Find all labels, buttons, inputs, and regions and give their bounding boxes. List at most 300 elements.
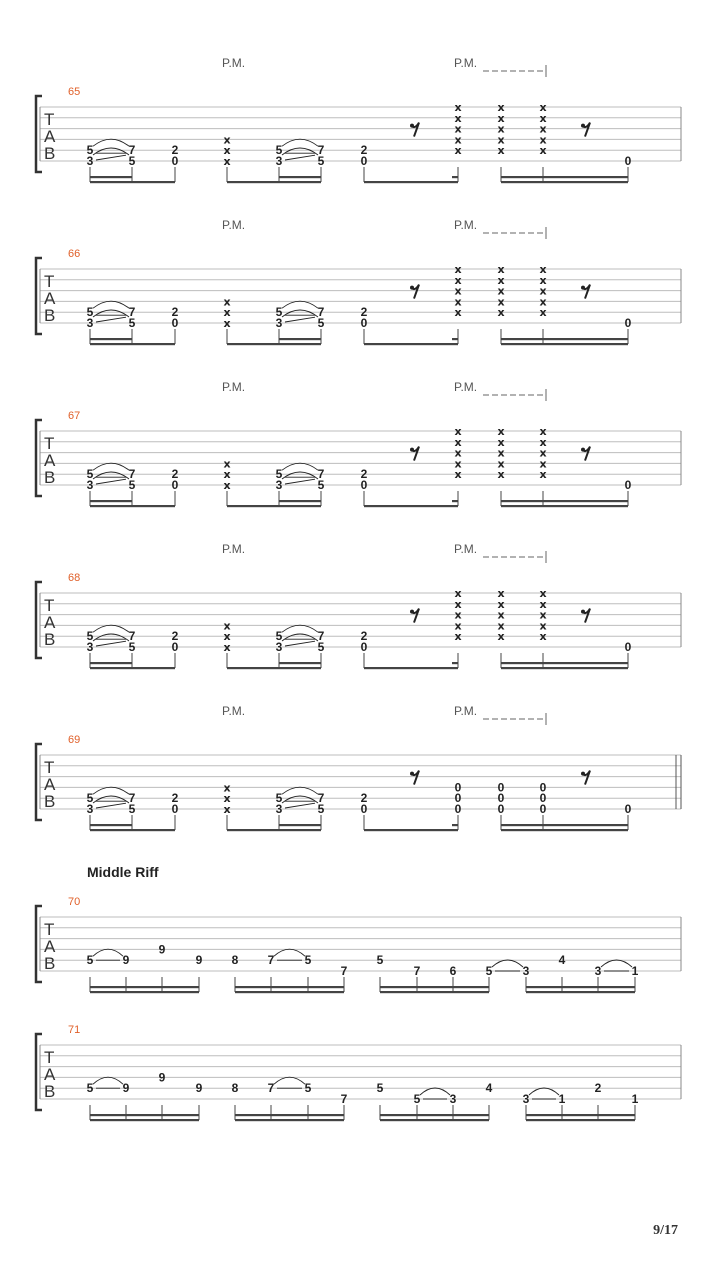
slide-line — [285, 641, 315, 646]
tie-arc — [93, 301, 129, 308]
fret-number: 5 — [317, 802, 325, 816]
fret-number: 7 — [413, 964, 421, 978]
fret-number: 5 — [86, 791, 94, 806]
rest-dot — [410, 286, 414, 290]
fret-number: 0 — [171, 316, 179, 330]
beam — [364, 667, 458, 669]
tie-arc — [274, 949, 305, 956]
tie-arc — [282, 310, 318, 317]
palm-mute-label: P.M. — [454, 542, 478, 556]
dead-note: x — [497, 122, 505, 136]
tab-system-67 — [36, 380, 681, 507]
dead-note: x — [454, 263, 462, 276]
tab-clef-letter: T — [44, 758, 55, 777]
dead-note: x — [539, 619, 547, 633]
dead-note: x — [223, 630, 231, 644]
dead-note: x — [223, 295, 231, 309]
fret-number: 5 — [376, 1081, 384, 1096]
fret-number: 3 — [275, 316, 283, 330]
tab-clef-letter: B — [44, 792, 56, 811]
dead-note: x — [539, 608, 547, 622]
beam — [364, 505, 458, 507]
measure-number: 65 — [68, 86, 81, 98]
fret-number: 7 — [267, 1081, 275, 1096]
dead-note: x — [223, 781, 231, 795]
fret-number: 5 — [275, 305, 283, 320]
fret-number: 5 — [86, 629, 94, 644]
dead-note: x — [539, 122, 547, 136]
fret-number: 2 — [360, 629, 368, 644]
beam — [90, 991, 199, 993]
fret-number: 7 — [317, 791, 325, 806]
beam — [452, 500, 458, 502]
tie-arc — [274, 1077, 305, 1084]
beam — [452, 338, 458, 340]
dead-note: x — [454, 295, 462, 309]
tab-clef-letter: B — [44, 144, 56, 163]
fret-number: 5 — [317, 154, 325, 168]
beam — [90, 662, 132, 664]
dead-note: x — [454, 630, 462, 644]
beam — [90, 1114, 199, 1116]
fret-number: 3 — [275, 640, 283, 654]
rest-dot — [581, 448, 585, 452]
beam — [279, 176, 321, 178]
slide-line — [285, 317, 315, 322]
beam — [526, 1119, 635, 1121]
tie-arc — [93, 463, 129, 470]
beam — [501, 343, 628, 345]
beam — [452, 824, 458, 826]
fret-number: 5 — [413, 1092, 421, 1106]
dead-note: x — [497, 273, 505, 287]
dead-note: x — [497, 587, 505, 600]
tie-arc — [93, 1077, 123, 1084]
tab-clef-letter: T — [44, 920, 55, 939]
tab-clef-letter: B — [44, 1082, 56, 1101]
fret-number: 5 — [317, 316, 325, 330]
section-title: Middle Riff — [87, 864, 159, 880]
beam — [90, 343, 175, 345]
tie-arc — [93, 796, 129, 803]
beam — [501, 662, 628, 664]
dead-note: x — [497, 608, 505, 622]
tie-arc — [282, 148, 318, 155]
fret-number: 7 — [128, 467, 136, 482]
rest-dot — [410, 448, 414, 452]
fret-number: 7 — [128, 791, 136, 806]
beam — [235, 991, 344, 993]
dead-note: x — [497, 619, 505, 633]
dead-note: x — [223, 306, 231, 320]
tab-system-71 — [36, 1024, 681, 1121]
fret-number: 0 — [454, 791, 462, 806]
fret-number: 4 — [485, 1081, 493, 1096]
fret-number: 2 — [360, 143, 368, 158]
rest-dot — [581, 124, 585, 128]
beam — [501, 338, 628, 340]
fret-number: 5 — [128, 154, 136, 168]
beam — [452, 176, 458, 178]
fret-number: 0 — [171, 154, 179, 168]
tie-arc — [282, 463, 318, 470]
dead-note: x — [454, 435, 462, 449]
fret-number: 3 — [86, 154, 94, 168]
dead-note: x — [454, 133, 462, 147]
beam — [90, 829, 175, 831]
palm-mute-label: P.M. — [454, 704, 478, 718]
dead-note: x — [223, 641, 231, 654]
dead-note: x — [223, 619, 231, 633]
fret-number: 9 — [195, 1081, 203, 1096]
fret-number: 3 — [522, 964, 530, 978]
fret-number: 5 — [304, 1081, 312, 1096]
beam — [452, 662, 458, 664]
fret-number: 3 — [449, 1092, 457, 1106]
slide-line — [96, 317, 126, 322]
tab-system-68 — [36, 542, 681, 669]
fret-number: 2 — [171, 143, 179, 158]
tab-clef-letter: A — [44, 775, 56, 794]
dead-note: x — [454, 608, 462, 622]
fret-number: 0 — [360, 154, 368, 168]
fret-number: 9 — [158, 942, 166, 957]
tab-clef-letter: B — [44, 468, 56, 487]
beam — [235, 986, 344, 988]
beam — [501, 829, 628, 831]
tab-system-66 — [36, 218, 681, 345]
tab-clef-letter: A — [44, 289, 56, 308]
palm-mute-label: P.M. — [222, 218, 246, 232]
dead-note: x — [539, 263, 547, 276]
beam — [526, 986, 635, 988]
fret-number: 2 — [171, 791, 179, 806]
fret-number: 0 — [171, 640, 179, 654]
tie-arc — [282, 787, 318, 794]
beam — [235, 1114, 344, 1116]
slide-line — [285, 803, 315, 808]
tab-clef-letter: T — [44, 110, 55, 129]
fret-number: 5 — [128, 640, 136, 654]
beam — [380, 1114, 489, 1116]
dead-note: x — [223, 803, 231, 816]
tab-system-69 — [36, 704, 681, 831]
dead-note: x — [497, 263, 505, 276]
beam — [501, 176, 628, 178]
fret-number: 0 — [454, 802, 462, 816]
beam — [227, 667, 321, 669]
fret-number: 0 — [624, 640, 632, 654]
fret-number: 7 — [340, 964, 348, 978]
dead-note: x — [454, 111, 462, 125]
dead-note: x — [497, 597, 505, 611]
fret-number: 7 — [317, 629, 325, 644]
dead-note: x — [539, 457, 547, 471]
palm-mute-label: P.M. — [222, 542, 246, 556]
beam — [90, 505, 175, 507]
fret-number: 7 — [317, 143, 325, 158]
dead-note: x — [223, 144, 231, 158]
dead-note: x — [497, 306, 505, 320]
tab-clef-letter: A — [44, 127, 56, 146]
beam — [235, 1119, 344, 1121]
tie-arc — [282, 634, 318, 641]
dead-note: x — [454, 101, 462, 114]
slide-line — [96, 155, 126, 160]
fret-number: 1 — [631, 964, 639, 978]
rest-dot — [410, 124, 414, 128]
dead-note: x — [497, 133, 505, 147]
dead-note: x — [539, 630, 547, 644]
tie-arc — [529, 1088, 559, 1095]
tie-arc — [93, 139, 129, 146]
beam — [501, 667, 628, 669]
fret-number: 9 — [195, 953, 203, 968]
dead-note: x — [223, 317, 231, 330]
dead-note: x — [497, 295, 505, 309]
dead-note: x — [539, 587, 547, 600]
beam — [90, 986, 199, 988]
dead-note: x — [454, 425, 462, 438]
dead-note: x — [454, 122, 462, 136]
palm-mute-label: P.M. — [222, 56, 246, 70]
dead-note: x — [497, 468, 505, 482]
fret-number: 7 — [317, 305, 325, 320]
dead-note: x — [454, 144, 462, 158]
dead-note: x — [454, 468, 462, 482]
dead-note: x — [497, 425, 505, 438]
dead-note: x — [454, 457, 462, 471]
dead-note: x — [454, 273, 462, 287]
dead-note: x — [539, 273, 547, 287]
dead-note: x — [454, 284, 462, 298]
fret-number: 0 — [360, 640, 368, 654]
beam — [90, 338, 132, 340]
dead-note: x — [454, 587, 462, 600]
beam — [380, 986, 489, 988]
dead-note: x — [539, 144, 547, 158]
fret-number: 2 — [360, 467, 368, 482]
dead-note: x — [223, 792, 231, 806]
beam — [90, 1119, 199, 1121]
fret-number: 3 — [522, 1092, 530, 1106]
fret-number: 0 — [454, 780, 462, 795]
dead-note: x — [539, 446, 547, 460]
rest-dot — [581, 772, 585, 776]
dead-note: x — [539, 101, 547, 114]
dead-note: x — [454, 597, 462, 611]
dead-note: x — [454, 306, 462, 320]
measure-number: 70 — [68, 896, 81, 908]
fret-number: 5 — [86, 305, 94, 320]
tie-arc — [282, 796, 318, 803]
fret-number: 7 — [340, 1092, 348, 1106]
fret-number: 0 — [360, 478, 368, 492]
fret-number: 0 — [539, 780, 547, 795]
palm-mute-label: P.M. — [222, 380, 246, 394]
fret-number: 0 — [171, 802, 179, 816]
dead-note: x — [223, 133, 231, 147]
fret-number: 5 — [86, 467, 94, 482]
fret-number: 0 — [360, 316, 368, 330]
fret-number: 0 — [497, 791, 505, 806]
palm-mute-label: P.M. — [454, 56, 478, 70]
fret-number: 3 — [86, 316, 94, 330]
dead-note: x — [223, 468, 231, 482]
fret-number: 7 — [128, 629, 136, 644]
fret-number: 3 — [86, 802, 94, 816]
fret-number: 0 — [624, 802, 632, 816]
rest-dot — [581, 610, 585, 614]
dead-note: x — [539, 306, 547, 320]
fret-number: 5 — [86, 953, 94, 968]
tie-arc — [93, 148, 129, 155]
tie-arc — [601, 960, 632, 967]
measure-number: 68 — [68, 572, 81, 584]
beam — [90, 176, 132, 178]
fret-number: 9 — [122, 1081, 130, 1096]
beam — [90, 181, 175, 183]
dead-note: x — [497, 630, 505, 644]
dead-note: x — [454, 446, 462, 460]
beam — [364, 343, 458, 345]
tie-arc — [93, 625, 129, 632]
measure-number: 71 — [68, 1024, 81, 1036]
slide-line — [96, 803, 126, 808]
beam — [526, 991, 635, 993]
beam — [526, 1114, 635, 1116]
tab-clef-letter: B — [44, 306, 56, 325]
fret-number: 5 — [128, 316, 136, 330]
beam — [364, 829, 458, 831]
tab-clef-letter: T — [44, 272, 55, 291]
palm-mute-label: P.M. — [454, 380, 478, 394]
fret-number: 8 — [231, 953, 239, 968]
beam — [501, 824, 628, 826]
fret-number: 5 — [86, 1081, 94, 1096]
tie-arc — [282, 139, 318, 146]
tie-arc — [282, 472, 318, 479]
fret-number: 1 — [558, 1092, 566, 1106]
fret-number: 2 — [360, 305, 368, 320]
tab-system-65 — [36, 56, 681, 183]
measure-number: 66 — [68, 248, 81, 260]
beam — [90, 500, 132, 502]
fret-number: 3 — [275, 478, 283, 492]
tab-clef-letter: T — [44, 1048, 55, 1067]
fret-number: 7 — [128, 143, 136, 158]
dead-note: x — [497, 446, 505, 460]
fret-number: 5 — [128, 478, 136, 492]
fret-number: 9 — [122, 953, 130, 968]
beam — [279, 824, 321, 826]
palm-mute-label: P.M. — [454, 218, 478, 232]
dead-note: x — [497, 435, 505, 449]
tab-clef-letter: T — [44, 434, 55, 453]
rest-dot — [410, 772, 414, 776]
tab-clef-letter: A — [44, 937, 56, 956]
fret-number: 8 — [231, 1081, 239, 1096]
fret-number: 3 — [86, 640, 94, 654]
palm-mute-label: P.M. — [222, 704, 246, 718]
dead-note: x — [454, 619, 462, 633]
fret-number: 5 — [304, 953, 312, 968]
tie-arc — [93, 634, 129, 641]
dead-note: x — [539, 111, 547, 125]
tie-arc — [420, 1088, 450, 1095]
dead-note: x — [497, 111, 505, 125]
tie-arc — [93, 472, 129, 479]
dead-note: x — [497, 144, 505, 158]
slide-line — [96, 641, 126, 646]
fret-number: 0 — [624, 316, 632, 330]
tie-arc — [492, 960, 523, 967]
beam — [279, 500, 321, 502]
fret-number: 5 — [275, 143, 283, 158]
measure-number: 69 — [68, 734, 81, 746]
fret-number: 0 — [624, 154, 632, 168]
fret-number: 3 — [275, 154, 283, 168]
tab-clef-letter: A — [44, 613, 56, 632]
fret-number: 1 — [631, 1092, 639, 1106]
dead-note: x — [539, 295, 547, 309]
fret-number: 5 — [275, 467, 283, 482]
tab-clef-letter: B — [44, 630, 56, 649]
fret-number: 5 — [317, 478, 325, 492]
fret-number: 0 — [360, 802, 368, 816]
rest-dot — [410, 610, 414, 614]
tie-arc — [282, 625, 318, 632]
fret-number: 2 — [171, 467, 179, 482]
fret-number: 0 — [624, 478, 632, 492]
dead-note: x — [223, 457, 231, 471]
dead-note: x — [223, 155, 231, 168]
fret-number: 3 — [594, 964, 602, 978]
fret-number: 0 — [497, 780, 505, 795]
fret-number: 7 — [128, 305, 136, 320]
beam — [90, 667, 175, 669]
fret-number: 0 — [171, 478, 179, 492]
fret-number: 2 — [171, 305, 179, 320]
beam — [501, 505, 628, 507]
dead-note: x — [497, 284, 505, 298]
beam — [227, 505, 321, 507]
tie-arc — [93, 787, 129, 794]
fret-number: 3 — [275, 802, 283, 816]
fret-number: 5 — [275, 791, 283, 806]
slide-line — [96, 479, 126, 484]
fret-number: 7 — [267, 953, 275, 968]
slide-line — [285, 155, 315, 160]
fret-number: 0 — [539, 791, 547, 806]
fret-number: 0 — [539, 802, 547, 816]
beam — [501, 500, 628, 502]
dead-note: x — [539, 133, 547, 147]
dead-note: x — [497, 101, 505, 114]
fret-number: 5 — [275, 629, 283, 644]
fret-number: 2 — [594, 1081, 602, 1096]
dead-note: x — [539, 468, 547, 482]
dead-note: x — [539, 425, 547, 438]
beam — [90, 824, 132, 826]
slide-line — [285, 479, 315, 484]
fret-number: 5 — [86, 143, 94, 158]
dead-note: x — [497, 457, 505, 471]
tab-clef-letter: A — [44, 1065, 56, 1084]
fret-number: 5 — [128, 802, 136, 816]
beam — [227, 181, 321, 183]
fret-number: 0 — [497, 802, 505, 816]
